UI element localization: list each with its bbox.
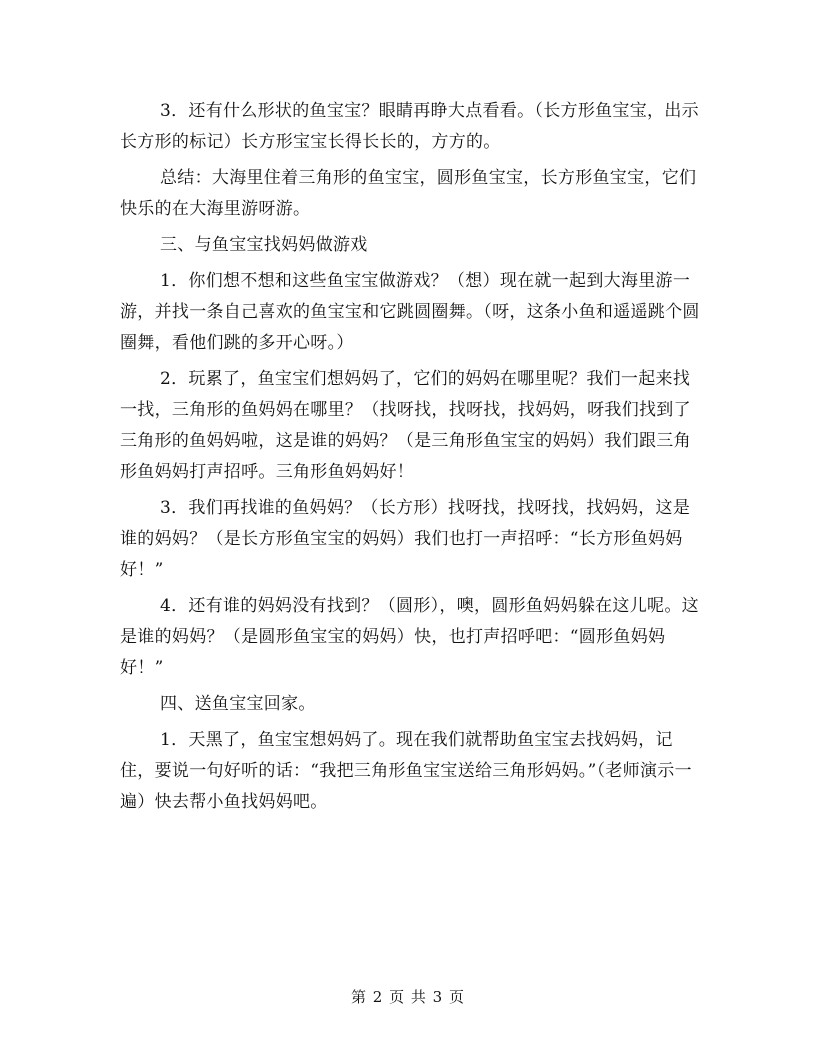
section-heading-send-home: 四、送鱼宝宝回家。: [160, 694, 316, 714]
paragraph-summary: 总结：大海里住着三角形的鱼宝宝，圆形鱼宝宝，长方形鱼宝宝，它们快乐的在大海里游呀游。: [120, 168, 697, 219]
paragraph-triangle-mother: 2．玩累了，鱼宝宝们想妈妈了，它们的妈妈在哪里呢？我们一起来找一找，三角形的鱼妈妈在哪里？（找呀找，找呀找，找妈妈，呀我们找到了三角形的鱼妈妈啦，这是谁的妈妈？（是三角形鱼宝宝的妈妈）我们跟三角形鱼妈妈打声招呼。三角形鱼妈妈好！: [120, 369, 691, 482]
paragraph-rectangle-mother: 3．我们再找谁的鱼妈妈？（长方形）找呀找，找呀找，找妈妈，这是谁的妈妈？（是长方形鱼宝宝的妈妈）我们也打一声招呼：“长方形鱼妈妈好！”: [120, 498, 691, 580]
paragraph-circle-mother: 4．还有谁的妈妈没有找到？（圆形），噢，圆形鱼妈妈躲在这儿呢。这是谁的妈妈？（是圆形鱼宝宝的妈妈）快，也打声招呼吧：“圆形鱼妈妈好！”: [120, 596, 699, 678]
section-heading-find-mother-game: 三、与鱼宝宝找妈妈做游戏: [160, 235, 368, 255]
page-number-footer: 第 2 页 共 3 页: [351, 988, 465, 1006]
paragraph-night-fall: 1．天黑了，鱼宝宝想妈妈了。现在我们就帮助鱼宝宝去找妈妈，记住，要说一句好听的话：“我把三角形鱼宝宝送给三角形妈妈。”（老师演示一遍）快去帮小鱼找妈妈吧。: [120, 730, 692, 812]
paragraph-rectangle-fish: 3．还有什么形状的鱼宝宝？眼睛再睁大点看看。（长方形鱼宝宝，出示长方形的标记）长方形宝宝长得长长的，方方的。: [120, 101, 699, 152]
paragraph-play-game: 1．你们想不想和这些鱼宝宝做游戏？（想）现在就一起到大海里游一游，并找一条自己喜欢的鱼宝宝和它跳圆圈舞。（呀，这条小鱼和遥遥跳个圆圈舞，看他们跳的多开心呀。）: [120, 271, 700, 353]
document-body: [120, 96, 700, 823]
